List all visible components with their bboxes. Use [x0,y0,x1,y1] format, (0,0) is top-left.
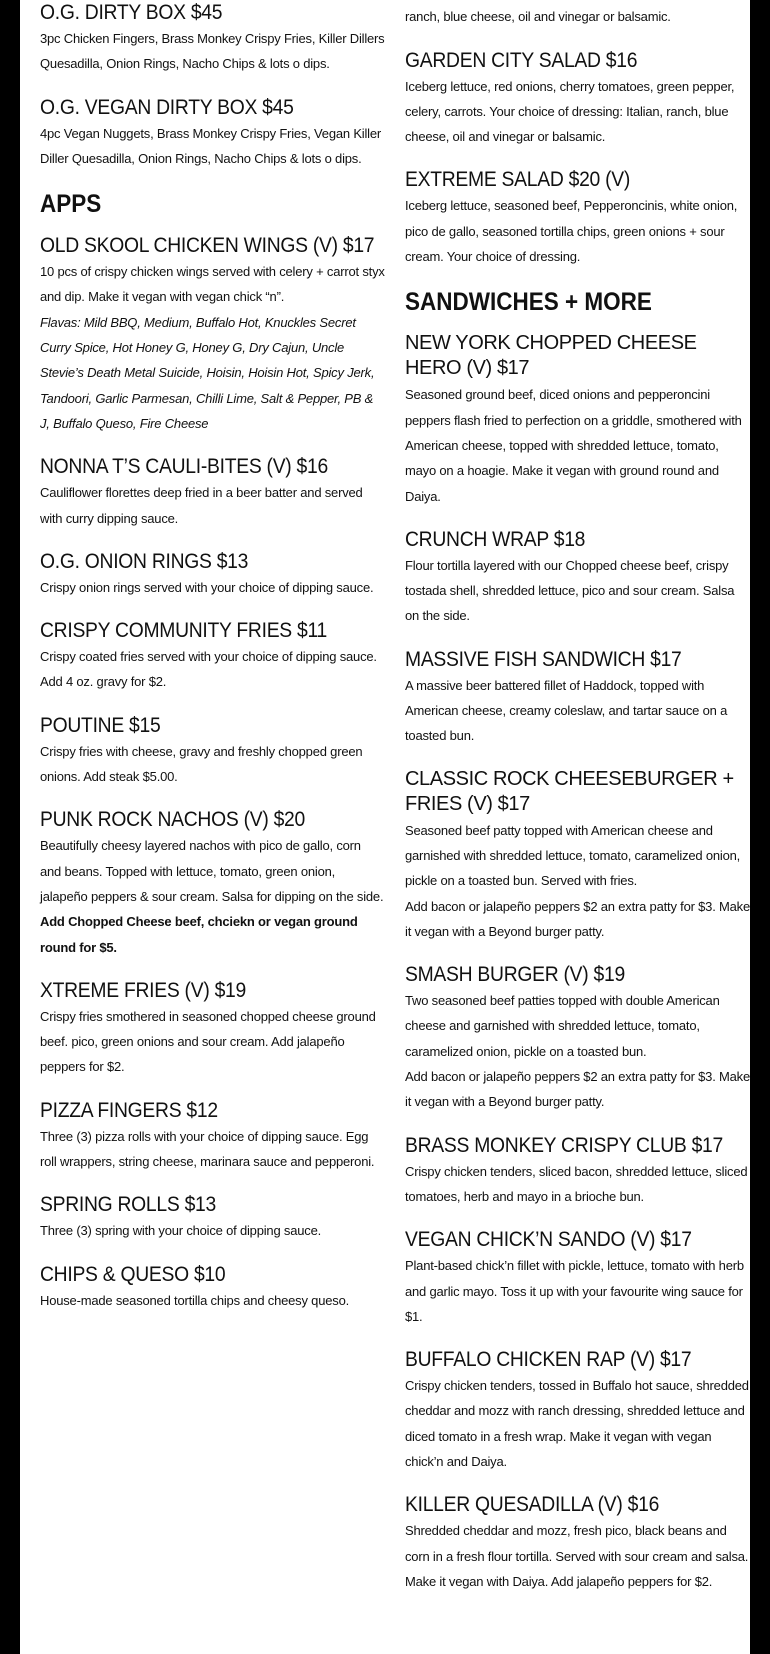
menu-item-poutine [40,713,385,790]
item-title: VEGAN CHICK’N SANDO (V) $17 [405,1228,692,1252]
menu-item-onion-rings [40,549,385,600]
item-note: Add bacon or jalapeño peppers $2 an extra patty for $3. Make it vegan with a Beyond burger patty. [405,898,750,939]
item-description: A massive beer battered fillet of Haddock, topped with American cheese, creamy coleslaw, and tartar sauce on a toasted bun. [405,677,728,744]
menu-item-ny-chopped-cheese [405,331,750,508]
menu-item-smash-burger [405,962,750,1114]
item-title: OLD SKOOL CHICKEN WINGS (V) $17 [40,234,375,258]
item-title: KILLER QUESADILLA (V) $16 [405,1493,660,1517]
section-heading-apps: APPS [40,190,102,219]
item-description: 4pc Vegan Nuggets, Brass Monkey Crispy Fries, Vegan Killer Diller Quesadilla, Onion Rings, Nacho Chips & lots o dips. [40,125,382,166]
item-title: SPRING ROLLS $13 [40,1193,216,1217]
item-title: XTREME FRIES (V) $19 [40,978,246,1002]
item-title: POUTINE $15 [40,713,161,737]
item-title: NEW YORK CHOPPED CHEESE HERO (V) $17 [405,332,697,380]
item-description [40,833,385,959]
item-description: Cauliflower florettes deep fried in a beer batter and served with curry dipping sauce. [40,485,363,526]
menu-item-punk-rock-nachos [40,807,385,959]
menu-item-og-vegan-dirty-box [40,95,385,172]
menu-item-spring-rolls [40,1192,385,1243]
section-heading-sandwiches: SANDWICHES + MORE [405,288,652,317]
item-description: Iceberg lettuce, red onions, cherry tomatoes, green pepper, celery, carrots. Your choice of dressing: Italian, ranch, blue cheese, oil and vinegar or balsamic. [405,78,735,145]
item-description: Crispy fries with cheese, gravy and freshly chopped green onions. Add steak $5.00. [40,743,363,785]
menu-item-killer-quesadilla [405,1492,750,1594]
menu-item-pizza-fingers [40,1098,385,1175]
item-description: 3pc Chicken Fingers, Brass Monkey Crispy Fries, Killer Dillers Quesadilla, Onion Rings, Nacho Chips & lots o dips. [40,31,385,72]
item-title: O.G. ONION RINGS $13 [40,549,249,573]
item-description: Crispy coated fries served with your choice of dipping sauce. [40,649,377,665]
menu-item-xtreme-fries [40,978,385,1080]
menu-page [20,0,750,1654]
right-column [405,0,750,1612]
menu-item-crunch-wrap [405,527,750,629]
item-description: Crispy fries smothered in seasoned chopped cheese ground beef. pico, green onions and sour cream. Add jalapeño peppers for $2. [40,1008,376,1075]
menu-item-classic-cheeseburger [405,767,750,944]
item-description: ranch, blue cheese, oil and vinegar or balsamic. [405,9,671,25]
item-title: CRISPY COMMUNITY FRIES $11 [40,619,327,643]
item-title: NONNA T’S CAULI-BITES (V) $16 [40,455,328,479]
item-title: O.G. DIRTY BOX $45 [40,1,223,24]
item-add-on-note: Add Chopped Cheese beef, chciekn or vegan ground round for $5. [40,914,358,955]
item-description: Seasoned beef patty topped with American cheese and garnished with shredded lettuce, tomato, caramelized onion, pickle on a toasted bun. Served with fries. [405,822,741,889]
item-description: 10 pcs of crispy chicken wings served with celery + carrot styx and dip. Make it vegan with vegan chick “n”. [40,264,385,305]
menu-item-community-fries [40,618,385,695]
item-description: Two seasoned beef patties topped with double American cheese and garnished with shredded lettuce, tomato, caramelized onion, pickle on a toasted bun. [405,993,720,1059]
item-description: Crispy chicken tenders, sliced bacon, shredded lettuce, sliced tomatoes, herb and mayo in a brioche bun. [405,1163,748,1204]
menu-item-salad-continued [405,0,750,30]
menu-item-fish-sandwich [405,647,750,749]
item-title: PIZZA FINGERS $12 [40,1098,218,1122]
menu-item-crispy-club [405,1133,750,1210]
menu-item-buffalo-chicken-rap [405,1347,750,1474]
item-title: BRASS MONKEY CRISPY CLUB $17 [405,1133,723,1157]
item-title: BUFFALO CHICKEN RAP (V) $17 [405,1348,692,1372]
item-description: Three (3) pizza rolls with your choice of dipping sauce. Egg roll wrappers, string cheese, marinara sauce and pepperoni. [40,1128,375,1170]
menu-item-chicken-wings [40,233,385,436]
item-title: CLASSIC ROCK CHEESEBURGER + FRIES (V) $17 [405,767,734,815]
item-description: Three (3) spring with your choice of dipping sauce. [40,1223,322,1239]
item-description: Shredded cheddar and mozz, fresh pico, black beans and corn in a fresh flour tortilla. Served with sour cream and salsa. Make it vegan with Daiya. Add jalapeño peppers for $2. [405,1523,749,1589]
menu-item-chips-queso [40,1262,385,1313]
item-description: Seasoned ground beef, diced onions and pepperoncini peppers flash fried to perfection on a griddle, smothered with American cheese, topped with shredded lettuce, tomato, mayo on a hoagie. Make it vegan with ground round and Daiya. [405,387,742,504]
item-title: CRUNCH WRAP $18 [405,527,586,551]
item-title: MASSIVE FISH SANDWICH $17 [405,647,682,671]
menu-item-garden-city-salad [405,48,750,150]
item-title: EXTREME SALAD $20 (V) [405,168,631,192]
item-note: Add 4 oz. gravy for $2. [40,674,167,690]
item-description: Crispy onion rings served with your choice of dipping sauce. [40,579,374,595]
menu-item-cauli-bites [40,454,385,531]
item-description: Crispy chicken tenders, tossed in Buffalo hot sauce, shredded cheddar and mozz with ranch dressing, shredded lettuce and diced tomato in a fresh wrap. Make it vegan with vegan chick’n and Daiya. [405,1378,749,1469]
item-description: House-made seasoned tortilla chips and cheesy queso. [40,1292,350,1308]
menu-item-extreme-salad [405,167,750,269]
menu-item-vegan-chickn-sando [405,1227,750,1329]
left-column [40,0,385,1331]
item-description: Plant-based chick’n fillet with pickle, lettuce, tomato with herb and garlic mayo. Toss it up with your favourite wing sauce for $1. [405,1258,744,1324]
menu-item-og-dirty-box [40,0,385,77]
item-description: Flour tortilla layered with our Chopped cheese beef, crispy tostada shell, shredded lettuce, pico and sour cream. Salsa on the side. [405,557,735,624]
item-title: O.G. VEGAN DIRTY BOX $45 [40,95,294,119]
item-description: Iceberg lettuce, seasoned beef, Pepperoncinis, white onion, pico de gallo, seasoned tortilla chips, green onions + sour cream. Your choice of dressing. [405,198,738,265]
wing-flavas-list: Flavas: Mild BBQ, Medium, Buffalo Hot, Knuckles Secret Curry Spice, Hot Honey G, Honey G, Dry Cajun, Uncle Stevie’s Death Metal Suicide, Hoisin, Hoisin Hot, Spicy Jerk, Tandoori, Garlic Parmesan, Chilli Lime, Salt & Pepper, PB & J, Buffalo Queso, Fire Cheese [40,314,375,431]
item-note: Add bacon or jalapeño peppers $2 an extra patty for $3. Make it vegan with a Beyond burger patty. [405,1069,750,1110]
item-title: PUNK ROCK NACHOS (V) $20 [40,808,305,832]
item-title: GARDEN CITY SALAD $16 [405,48,638,72]
item-title: CHIPS & QUESO $10 [40,1262,226,1286]
item-title: SMASH BURGER (V) $19 [405,963,625,987]
item-description-text: Beautifully cheesy layered nachos with pico de gallo, corn and beans. Topped with lettuce, tomato, green onion, jalapeño peppers & sour cream. Salsa for dipping on the side. [40,838,384,904]
